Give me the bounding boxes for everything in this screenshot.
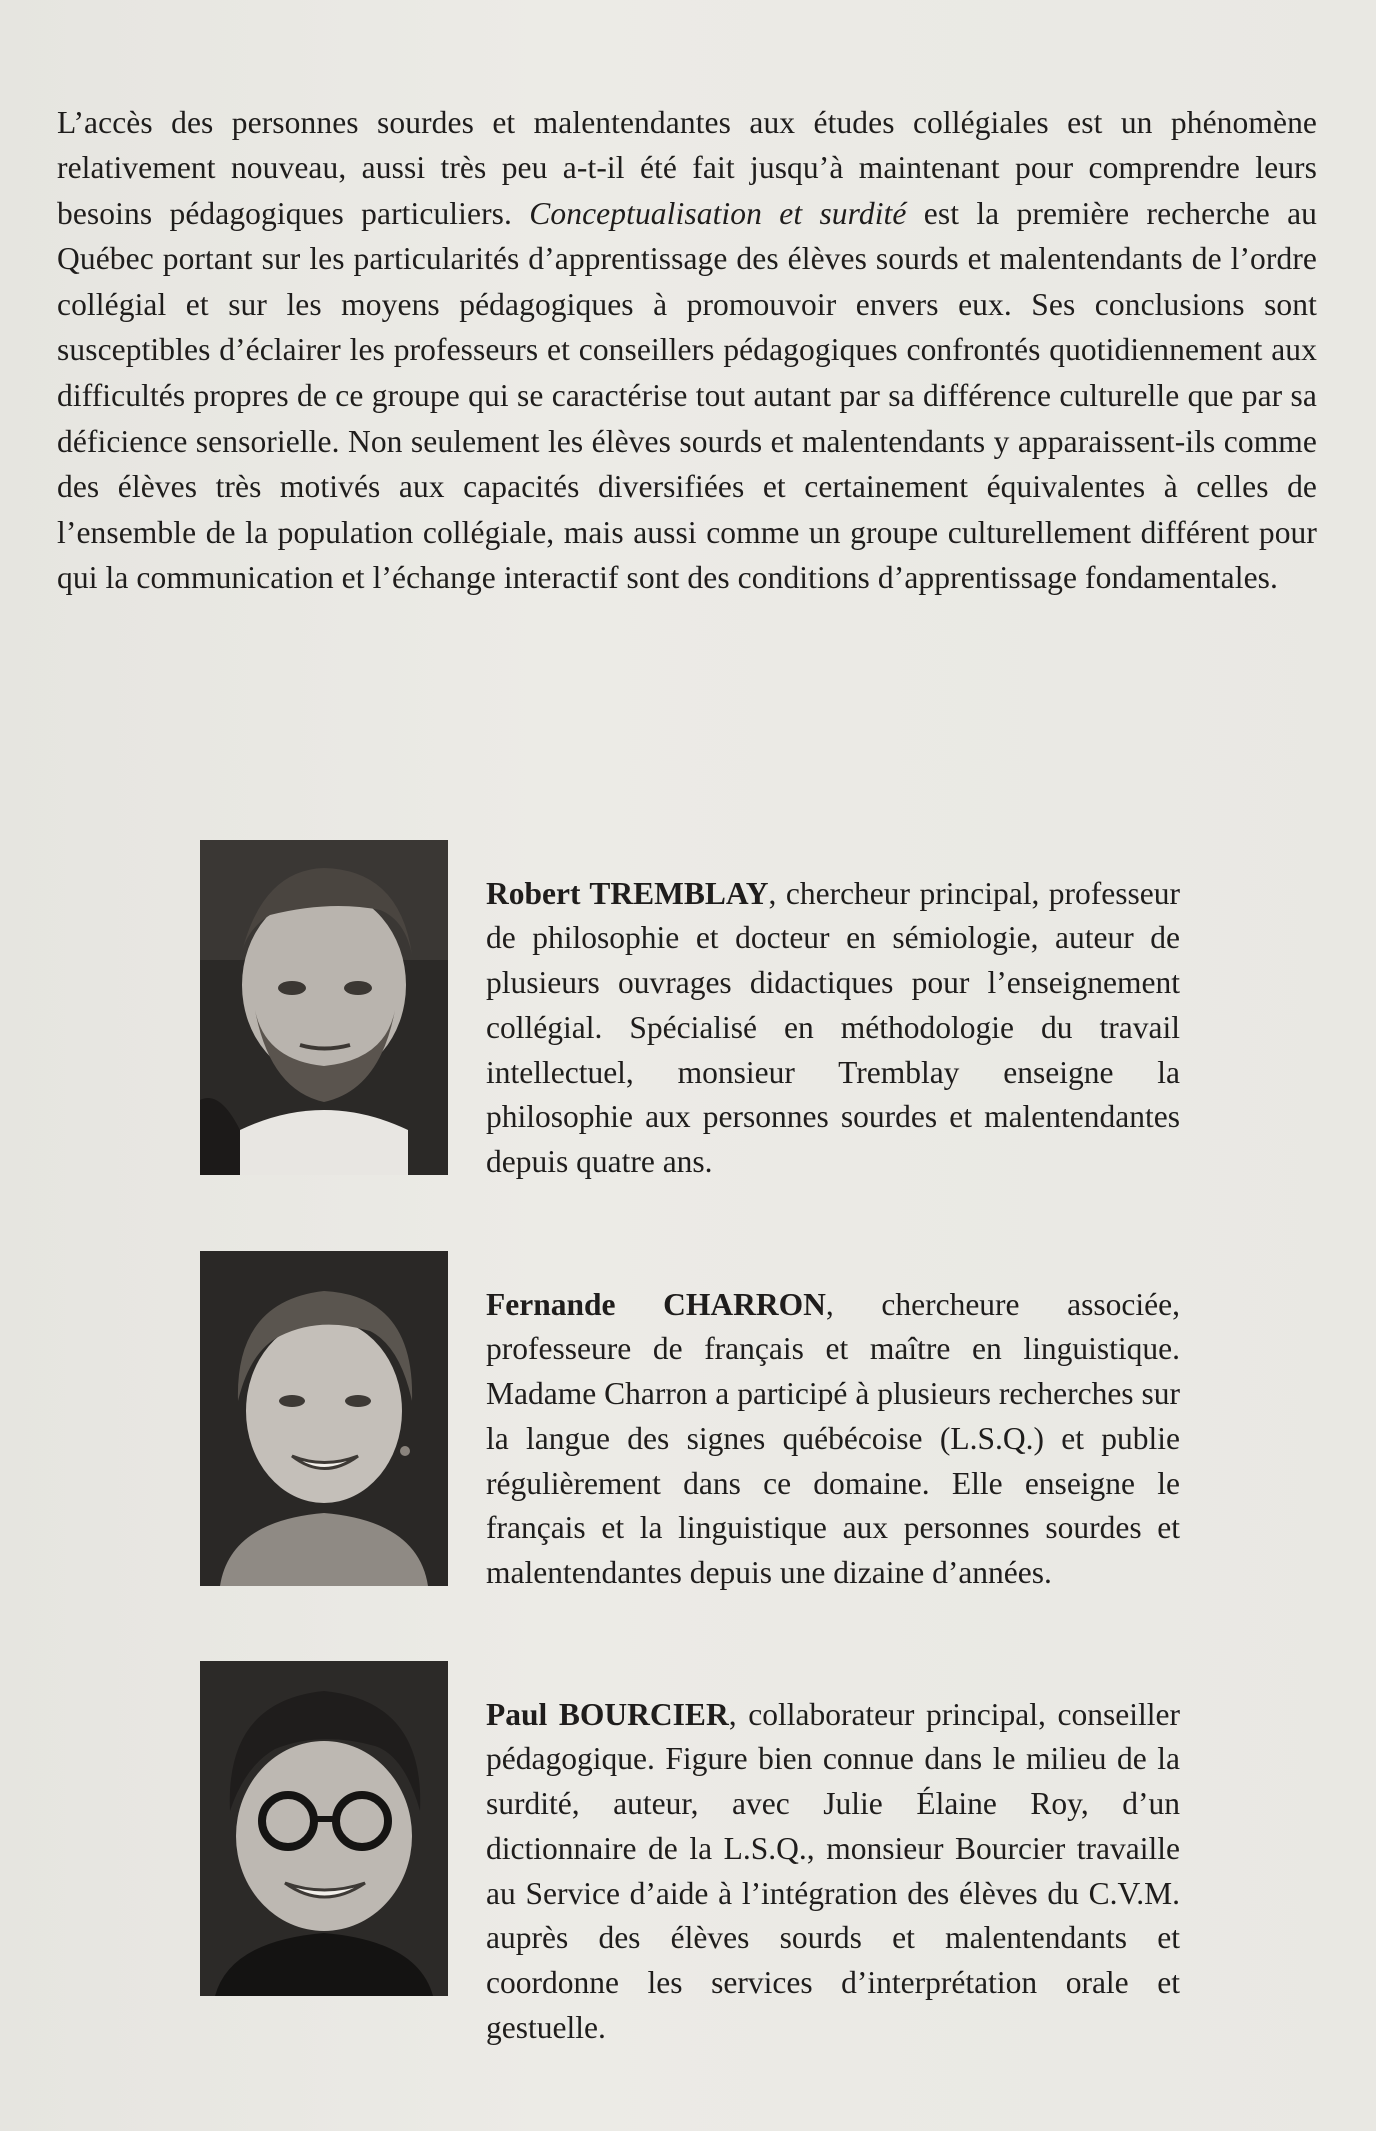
- portrait-man-with-glasses-image: [200, 1661, 448, 1996]
- author-bio-tremblay: [486, 872, 1180, 1186]
- author-name-bourcier: Paul BOURCIER: [486, 1696, 729, 1732]
- author-name-tremblay: Robert TREMBLAY: [486, 875, 769, 911]
- author-bio-bourcier: [486, 1693, 1180, 2051]
- book-summary-paragraph: [57, 100, 1317, 602]
- portrait-bearded-man-image: [200, 840, 448, 1175]
- author-description-charron: , chercheure associée, professeure de français et maître en linguistique. Madame Charron a participé à plusieurs recherches sur la langue des signes québécoise (L.S.Q.) et publie régulièrement dans ce domaine. Elle enseigne le français et la linguistique aux personnes sourdes et malentendantes depuis une dizaine d’années.: [486, 1286, 1180, 1591]
- author-photo-charron: [200, 1251, 448, 1586]
- author-description-bourcier: , collaborateur principal, conseiller pédagogique. Figure bien connue dans le milieu de la surdité, auteur, avec Julie Élaine Roy, d’un dictionnaire de la L.S.Q., monsieur Bourcier travaille au Service d’aide à l’intégration des élèves du C.V.M. auprès des élèves sourds et malentendants et coordonne les services d’interprétation orale et gestuelle.: [486, 1696, 1180, 2046]
- author-photo-tremblay: [200, 840, 448, 1175]
- author-photo-bourcier: [200, 1661, 448, 1996]
- author-description-tremblay: , chercheur principal, professeur de philosophie et docteur en sémiologie, auteur de plusieurs ouvrages didactiques pour l’enseignement collégial. Spécialisé en méthodologie du travail intellectuel, monsieur Tremblay enseigne la philosophie aux personnes sourdes et malentendantes depuis quatre ans.: [486, 875, 1181, 1180]
- summary-text-start: L’accès des personnes sourdes et malentendantes aux études collégiales est un phénomène relativement nouveau, aussi très peu a-t-il été fait jusqu’à maintenant pour comprendre leurs besoins pédagogiques particuliers.: [57, 104, 1317, 231]
- summary-text-end: est la première recherche au Québec portant sur les particularités d’apprentissage des élèves sourds et malentendants de l’ordre collégial et sur les moyens pédagogiques à promouvoir envers eux. Ses conclusions sont susceptibles d’éclairer les professeurs et conseillers pédagogiques confrontés quotidiennement aux difficultés propres de ce groupe qui se caractérise tout autant par sa différence culturelle que par sa déficience sensorielle. Non seulement les élèves sourds et malentendants y apparaissent-ils comme des élèves très motivés aux capacités diversifiées et certainement équivalentes à celles de l’ensemble de la population collégiale, mais aussi comme un groupe culturellement différent pour qui la communication et l’échange interactif sont des conditions d’apprentissage fondamentales.: [57, 195, 1317, 596]
- portrait-smiling-woman-image: [200, 1251, 448, 1586]
- book-title: Conceptualisation et surdité: [529, 195, 907, 231]
- author-bio-charron: [486, 1283, 1180, 1597]
- author-name-charron: Fernande CHARRON: [486, 1286, 826, 1322]
